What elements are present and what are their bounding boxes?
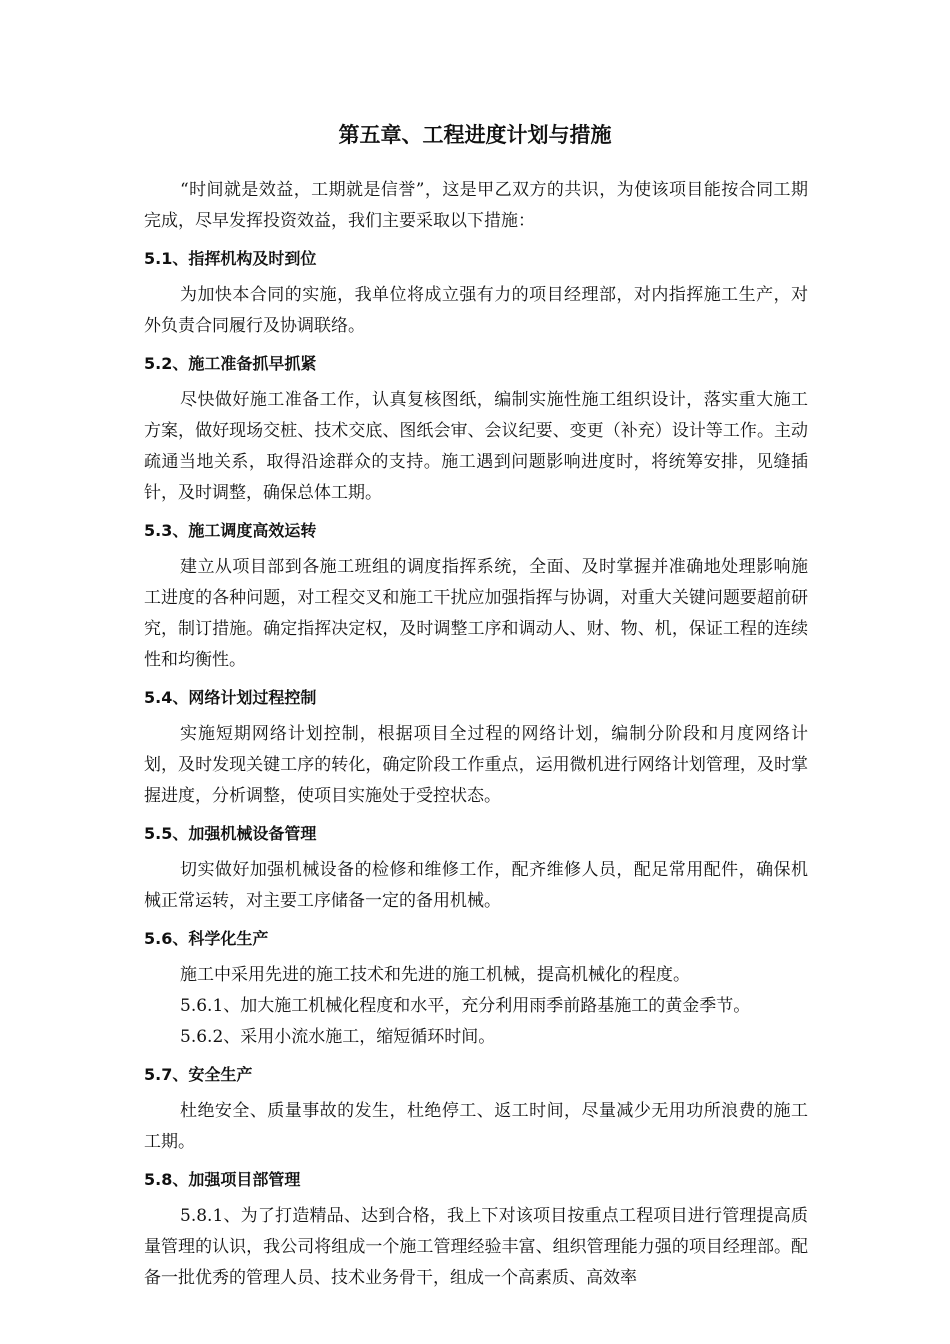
section-heading: 5.7、安全生产 [144, 1065, 253, 1084]
section-paragraph: 切实做好加强机械设备的检修和维修工作，配齐维修人员，配足常用配件，确保机械正常运转，对主要工序储备一定的备用机械。 [144, 860, 808, 911]
section-5-8 [144, 1164, 808, 1294]
section-5-6 [144, 923, 808, 1053]
section-heading: 5.5、加强机械设备管理 [144, 824, 317, 843]
section-paragraph: 实施短期网络计划控制，根据项目全过程的网络计划，编制分阶段和月度网络计划，及时发现关键工序的转化，确定阶段工作重点，运用微机进行网络计划管理，及时掌握进度，分析调整，使项目实施处于受控状态。 [144, 724, 808, 806]
section-5-2 [144, 348, 808, 509]
section-heading: 5.1、指挥机构及时到位 [144, 249, 317, 268]
sub-item-5-8-1: 5.8.1、为了打造精品、达到合格，我上下对该项目按重点工程项目进行管理提高质量管理的认识，我公司将组成一个施工管理经验丰富、组织管理能力强的项目经理部。配备一批优秀的管理人员、技术业务骨干，组成一个高素质、高效率 [144, 1206, 808, 1288]
section-heading: 5.3、施工调度高效运转 [144, 521, 317, 540]
section-5-4 [144, 682, 808, 812]
section-paragraph: 为加快本合同的实施，我单位将成立强有力的项目经理部，对内指挥施工生产，对外负责合同履行及协调联络。 [144, 285, 808, 336]
document-body [144, 175, 808, 1294]
sub-item-5-6-2: 5.6.2、采用小流水施工，缩短循环时间。 [180, 1027, 496, 1047]
section-paragraph: 杜绝安全、质量事故的发生，杜绝停工、返工时间，尽量减少无用功所浪费的施工工期。 [144, 1101, 808, 1152]
section-heading: 5.8、加强项目部管理 [144, 1170, 301, 1189]
section-5-3 [144, 515, 808, 676]
section-5-7 [144, 1059, 808, 1158]
section-5-5 [144, 818, 808, 917]
section-heading: 5.4、网络计划过程控制 [144, 688, 317, 707]
section-heading: 5.6、科学化生产 [144, 929, 269, 948]
section-paragraph: 施工中采用先进的施工技术和先进的施工机械，提高机械化的程度。 [180, 965, 690, 985]
page-title: 第五章、工程进度计划与措施 [338, 123, 612, 147]
section-5-1 [144, 243, 808, 342]
intro-paragraph: “时间就是效益，工期就是信誉”，这是甲乙双方的共识，为使该项目能按合同工期完成，尽早发挥投资效益，我们主要采取以下措施： [144, 180, 808, 231]
section-paragraph: 建立从项目部到各施工班组的调度指挥系统，全面、及时掌握并准确地处理影响施工进度的各种问题，对工程交叉和施工干扰应加强指挥与协调，对重大关键问题要超前研究，制订措施。确定指挥决定权，及时调整工序和调动人、财、物、机，保证工程的连续性和均衡性。 [144, 557, 808, 670]
sub-item-5-6-1: 5.6.1、加大施工机械化程度和水平，充分利用雨季前路基施工的黄金季节。 [180, 996, 751, 1016]
section-paragraph: 尽快做好施工准备工作，认真复核图纸，编制实施性施工组织设计，落实重大施工方案，做好现场交桩、技术交底、图纸会审、会议纪要、变更（补充）设计等工作。主动疏通当地关系，取得沿途群众的支持。施工遇到问题影响进度时，将统筹安排，见缝插针，及时调整，确保总体工期。 [144, 390, 808, 503]
section-heading: 5.2、施工准备抓早抓紧 [144, 354, 317, 373]
